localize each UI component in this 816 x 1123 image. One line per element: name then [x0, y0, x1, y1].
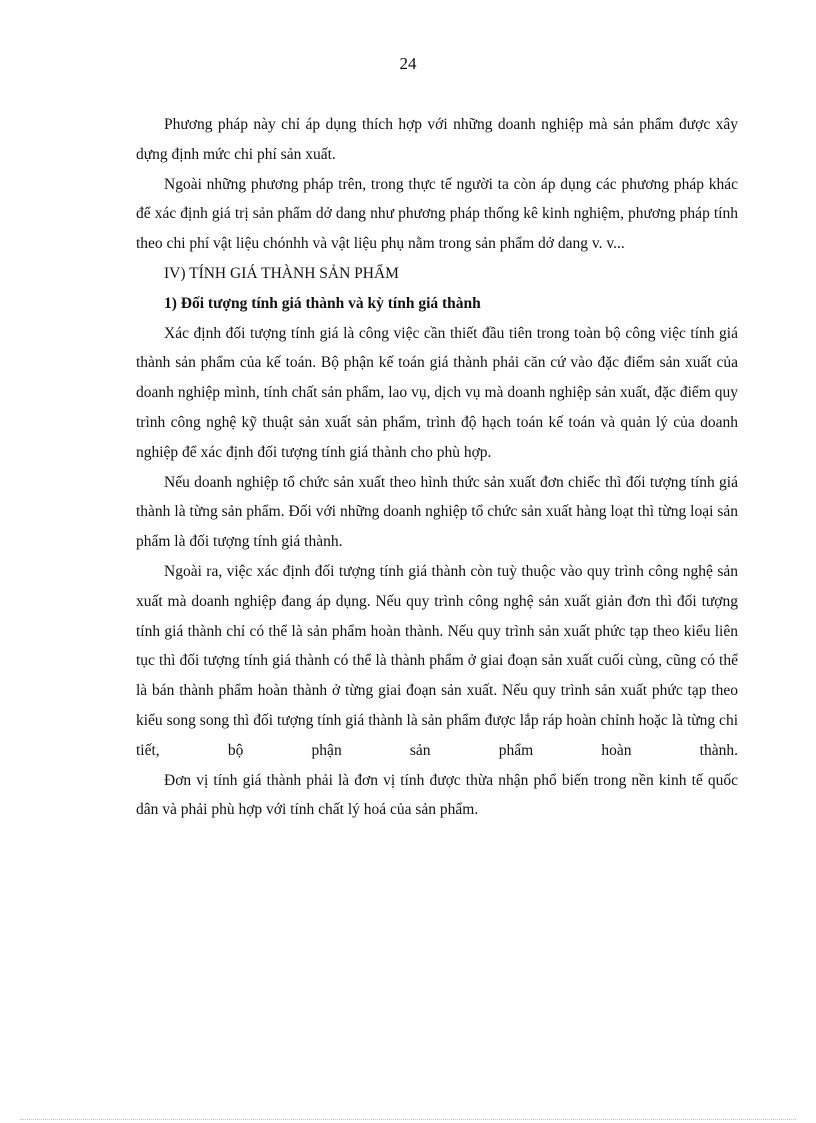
paragraph-cost-object: Xác định đối tượng tính giá là công việc cần thiết đầu tiên trong toàn bộ công việc tính giá thành sản phẩm của kế toán. Bộ phận kế toán giá thành phải căn cứ vào đặc điểm sản xuất của doanh nghiệp mình, tính chất sản phẩm, lao vụ, dịch vụ mà doanh nghiệp sản xuất, đặc điểm quy trình công nghệ kỹ thuật sản xuất sản phẩm, trình độ hạch toán kế toán và quản lý của doanh nghiệp để xác định đối tượng tính giá thành cho phù hợp. [136, 324, 738, 461]
paragraph-single-production: Nếu doanh nghiệp tổ chức sản xuất theo hình thức sản xuất đơn chiếc thì đối tượng tính giá thành là từng sản phẩm. Đối với những doanh nghiệp tổ chức sản xuất hàng loạt thì từng loại sản phẩm là đối tượng tính giá thành. [136, 473, 738, 551]
paragraph-cost-unit: Đơn vị tính giá thành phải là đơn vị tính được thừa nhận phổ biến trong nền kinh tế quốc dân và phải phù hợp với tính chất lý hoá của sản phẩm. [136, 771, 738, 819]
page-body [136, 110, 738, 825]
page-number: 24 [399, 54, 417, 73]
page-bottom-rule [20, 1119, 796, 1120]
paragraph-other-methods: Ngoài những phương pháp trên, trong thực tế người ta còn áp dụng các phương pháp khác để xác định giá trị sản phẩm dở dang như phương pháp thống kê kinh nghiệm, phương pháp tính theo chi phí vật liệu chónhh và vật liệu phụ nằm trong sản phẩm dở dang v. v... [136, 175, 738, 253]
section-heading: IV) TÍNH GIÁ THÀNH SẢN PHẨM [164, 264, 399, 282]
subsection-heading: 1) Đối tượng tính giá thành và kỳ tính giá thành [164, 294, 481, 312]
paragraph-standard-cost-method: Phương pháp này chỉ áp dụng thích hợp với những doanh nghiệp mà sản phẩm được xây dựng định mức chi phí sản xuất. [136, 116, 738, 163]
paragraph-process-dependency: Ngoài ra, việc xác định đối tượng tính giá thành còn tuỳ thuộc vào quy trình công nghệ sản xuất mà doanh nghiệp đang áp dụng. Nếu quy trình công nghệ sản xuất giản đơn thì đối tượng tính giá thành chỉ có thể là sản phẩm hoàn thành. Nếu quy trình sản xuất phức tạp theo kiểu liên tục thì đối tượng tính giá thành có thể là thành phẩm ở giai đoạn sản xuất cuối cùng, cũng có thể là bán thành phẩm hoàn thành ở từng giai đoạn sản xuất. Nếu quy trình sản xuất phức tạp theo kiểu song song thì đối tượng tính giá thành là sản phẩm được lắp ráp hoàn chỉnh hoặc là từng chi tiết, bộ phận sản phẩm hoàn thành. [136, 562, 738, 759]
